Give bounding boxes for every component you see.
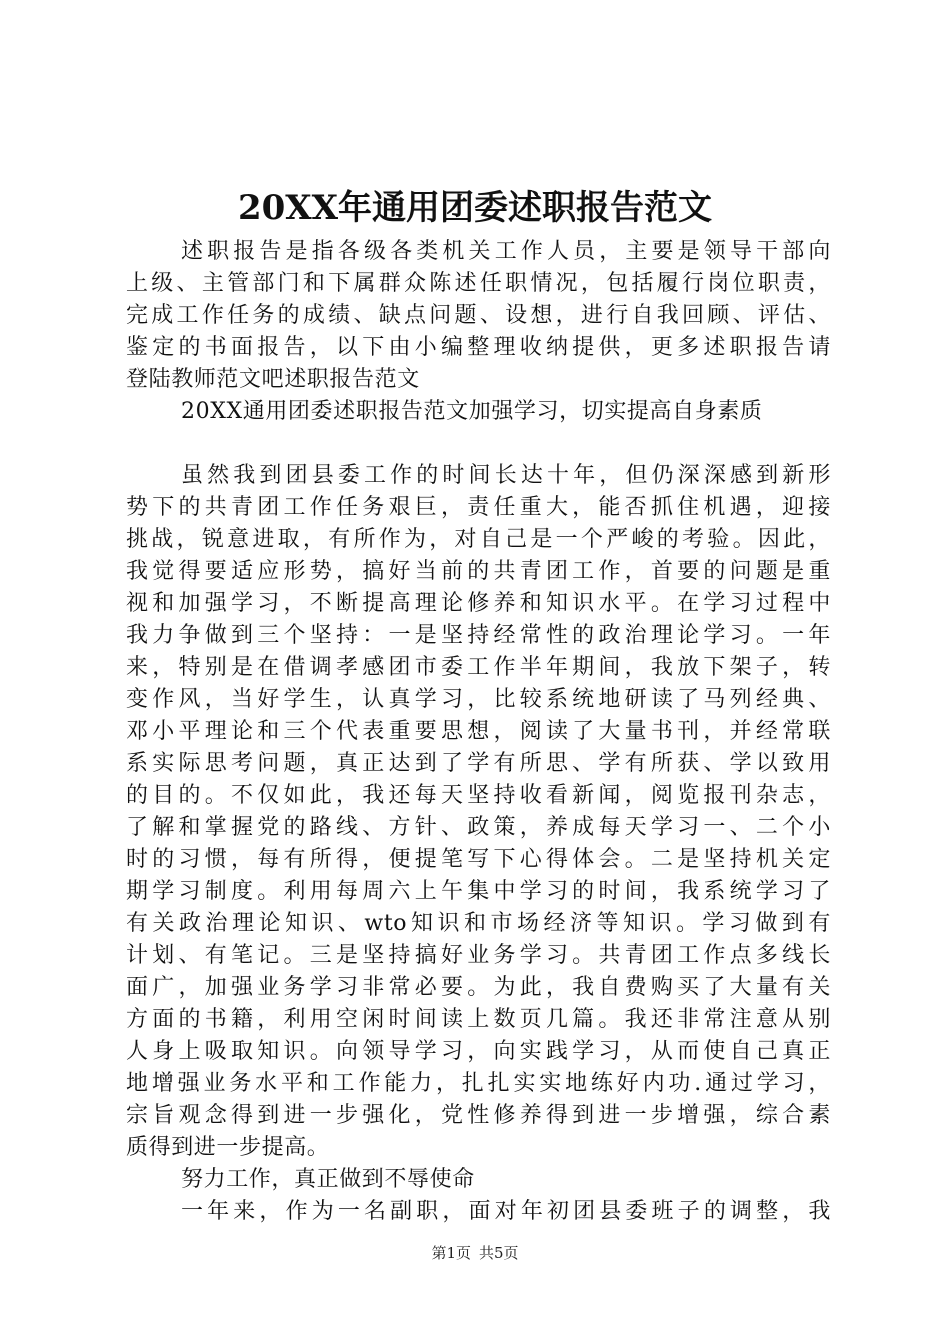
paragraph-line: 系实际思考问题，真正达到了学有所思、学有所获、学以致用 bbox=[126, 751, 831, 776]
paragraph-line: 了解和掌握党的路线、方针、政策，养成每天学习一、二个小 bbox=[126, 815, 831, 840]
intro-line: 登陆教师范文吧述职报告范文 bbox=[126, 367, 420, 392]
paragraph-line: 质得到进一步提高。 bbox=[126, 1135, 330, 1160]
blank-line bbox=[126, 428, 831, 460]
paragraph-line: 我觉得要适应形势，搞好当前的共青团工作，首要的问题是重 bbox=[126, 559, 831, 584]
paragraph-line: 地增强业务水平和工作能力，扎扎实实地练好内功.通过学习， bbox=[126, 1071, 831, 1096]
paragraph-line: 面广，加强业务学习非常必要。为此，我自费购买了大量有关 bbox=[126, 975, 831, 1000]
paragraph-line: 邓小平理论和三个代表重要思想，阅读了大量书刊，并经常联 bbox=[126, 719, 831, 744]
paragraph-line: 期学习制度。利用每周六上午集中学习的时间，我系统学习了 bbox=[126, 879, 831, 904]
paragraph-line: 挑战，锐意进取，有所作为，对自己是一个严峻的考验。因此， bbox=[126, 527, 831, 552]
intro-line: 上级、主管部门和下属群众陈述任职情况，包括履行岗位职责， bbox=[126, 271, 831, 296]
section-heading: 努力工作，真正做到不辱使命 bbox=[181, 1167, 475, 1192]
page-footer bbox=[0, 1243, 950, 1263]
intro-line: 鉴定的书面报告，以下由小编整理收纳提供，更多述职报告请 bbox=[126, 335, 831, 360]
paragraph-line: 时的习惯，每有所得，便提笔写下心得体会。二是坚持机关定 bbox=[126, 847, 831, 872]
page-number: 第1页 bbox=[431, 1244, 471, 1262]
paragraph-line: 势下的共青团工作任务艰巨，责任重大，能否抓住机遇，迎接 bbox=[126, 495, 831, 520]
paragraph-line: 虽然我到团县委工作的时间长达十年，但仍深深感到新形 bbox=[181, 463, 831, 488]
paragraph-line: 宗旨观念得到进一步强化，党性修养得到进一步增强，综合素 bbox=[126, 1103, 831, 1128]
paragraph-line: 有关政治理论知识、wto知识和市场经济等知识。学习做到有 bbox=[126, 911, 831, 936]
paragraph-line: 一年来，作为一名副职，面对年初团县委班子的调整，我 bbox=[181, 1199, 831, 1224]
paragraph-line: 人身上吸取知识。向领导学习，向实践学习，从而使自己真正 bbox=[126, 1039, 831, 1064]
paragraph-line: 方面的书籍，利用空闲时间读上数页几篇。我还非常注意从别 bbox=[126, 1007, 831, 1032]
page-total: 共5页 bbox=[479, 1244, 519, 1262]
paragraph-line: 的目的。不仅如此，我还每天坚持收看新闻，阅览报刊杂志， bbox=[126, 783, 831, 808]
paragraph-line: 我力争做到三个坚持：一是坚持经常性的政治理论学习。一年 bbox=[126, 623, 831, 648]
paragraph-line: 来，特别是在借调孝感团市委工作半年期间，我放下架子，转 bbox=[126, 655, 831, 680]
paragraph-line: 计划、有笔记。三是坚持搞好业务学习。共青团工作点多线长 bbox=[126, 943, 831, 968]
intro-line: 述职报告是指各级各类机关工作人员，主要是领导干部向 bbox=[181, 239, 831, 264]
intro-line: 完成工作任务的成绩、缺点问题、设想，进行自我回顾、评估、 bbox=[126, 303, 831, 328]
subheading: 20XX通用团委述职报告范文加强学习，切实提高自身素质 bbox=[181, 399, 763, 424]
document-title: 20XX年通用团委述职报告范文 bbox=[237, 188, 713, 228]
paragraph-line: 变作风，当好学生，认真学习，比较系统地研读了马列经典、 bbox=[126, 687, 831, 712]
document-body bbox=[126, 236, 831, 1228]
paragraph-line: 视和加强学习，不断提高理论修养和知识水平。在学习过程中 bbox=[126, 591, 831, 616]
